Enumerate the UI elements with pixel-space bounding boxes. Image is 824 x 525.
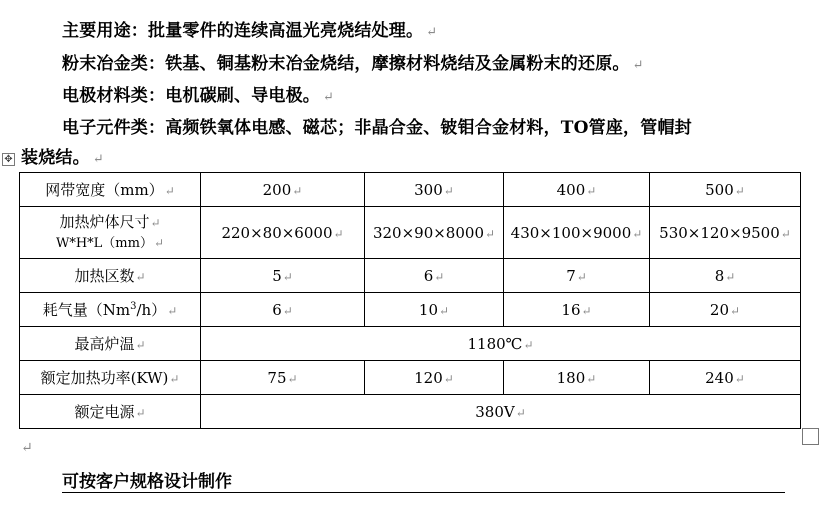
row-label: 额定电源 — [74, 403, 135, 421]
cell-mark: ↵ — [734, 371, 745, 386]
cell-mark: ↵ — [169, 372, 180, 386]
usage-text: 主要用途：批量零件的连续高温光亮烧结处理。 — [62, 21, 424, 41]
row-label: 额定加热功率(KW) — [40, 369, 169, 387]
row-label-cell — [20, 259, 201, 293]
cell-mark: ↵ — [586, 371, 597, 386]
cell-value: 8 — [714, 266, 725, 285]
table-cell — [365, 173, 504, 207]
cell-value: 380V — [475, 402, 515, 421]
cell-value: 220×80×6000 — [221, 223, 333, 242]
electrode-text: 电极材料类：电机碳刷、导电极。 — [62, 86, 320, 106]
cell-mark: ↵ — [523, 337, 534, 352]
table-cell — [201, 293, 365, 327]
cell-mark: ↵ — [153, 235, 165, 250]
cell-mark: ↵ — [439, 303, 450, 318]
table-cell — [365, 293, 504, 327]
cell-value: 1180℃ — [467, 334, 523, 353]
paragraph-usage — [62, 20, 437, 44]
table-cell — [504, 293, 650, 327]
table-cell — [650, 259, 801, 293]
cell-mark: ↵ — [135, 338, 146, 352]
row-label-cell — [20, 293, 201, 327]
table-row-gas-consumption — [20, 293, 801, 327]
cell-value: 300 — [414, 180, 443, 199]
cell-mark: ↵ — [443, 183, 454, 198]
cell-value: 200 — [262, 180, 292, 199]
cell-value: 10 — [418, 300, 439, 319]
cell-mark: ↵ — [135, 406, 146, 420]
cell-value: 400 — [556, 180, 586, 199]
cell-mark: ↵ — [333, 226, 344, 241]
cell-value: 430×100×9000 — [510, 223, 632, 242]
cell-value: 7 — [566, 266, 576, 285]
table-cell — [650, 293, 801, 327]
cell-mark: ↵ — [287, 371, 298, 386]
table-row-rated-supply — [20, 395, 801, 429]
cell-value: 180 — [556, 368, 586, 387]
table-cell — [504, 173, 650, 207]
row-label-suffix: /h） — [136, 301, 167, 319]
powder-text: 粉末冶金类：铁基、铜基粉末冶金烧结，摩擦材料烧结及金属粉末的还原。 — [62, 54, 630, 74]
cell-value: 6 — [423, 266, 434, 285]
paragraph-powder-metallurgy — [62, 53, 644, 77]
table-resize-handle-icon[interactable] — [802, 428, 819, 445]
table-cell — [201, 207, 365, 259]
cell-mark: ↵ — [434, 269, 445, 284]
table-row-max-temperature — [20, 327, 801, 361]
row-label-cell — [20, 361, 201, 395]
row-label: 最高炉温 — [74, 335, 135, 353]
cell-mark: ↵ — [515, 405, 526, 420]
table-cell — [504, 259, 650, 293]
cell-value: 530×120×9500 — [659, 223, 780, 242]
cell-mark: ↵ — [725, 269, 736, 284]
paragraph-mark: ↵ — [632, 58, 644, 73]
paragraph-electronic-line2 — [21, 147, 104, 171]
table-move-handle-icon[interactable]: ✥ — [2, 153, 15, 166]
table-cell — [201, 259, 365, 293]
cell-value: 320×90×8000 — [372, 223, 484, 242]
cell-mark: ↵ — [576, 269, 587, 284]
row-label-cell — [20, 173, 201, 207]
cell-mark: ↵ — [282, 269, 293, 284]
paragraph-mark: ↵ — [92, 152, 104, 167]
cell-mark: ↵ — [632, 226, 643, 241]
cell-mark: ↵ — [734, 183, 745, 198]
table-cell — [650, 361, 801, 395]
row-label-cell — [20, 327, 201, 361]
table-cell-merged — [201, 395, 801, 429]
cell-mark: ↵ — [164, 184, 175, 198]
empty-paragraph-mark: ↵ — [21, 440, 33, 456]
cell-mark: ↵ — [443, 371, 454, 386]
table-row-belt-width — [20, 173, 801, 207]
cell-value: 6 — [272, 300, 282, 319]
paragraph-electrode — [62, 85, 334, 109]
electronic-text-line1: 电子元件类：高频铁氧体电感、磁芯；非晶合金、铍钼合金材料，TO管座，管帽封 — [62, 118, 692, 138]
table-cell — [365, 361, 504, 395]
row-label: 网带宽度（mm） — [45, 181, 164, 199]
table-row-rated-power — [20, 361, 801, 395]
footer-note: 可按客户规格设计制作 — [62, 472, 232, 492]
paragraph-mark: ↵ — [426, 25, 438, 40]
row-label-line1: 加热炉体尺寸 — [59, 212, 150, 231]
row-label: 加热区数 — [74, 267, 135, 285]
row-label-cell — [20, 207, 201, 259]
footer-underline — [62, 492, 785, 493]
cell-value: 75 — [267, 368, 287, 387]
cell-mark: ↵ — [730, 303, 741, 318]
table-cell — [650, 173, 801, 207]
spec-table — [19, 172, 801, 429]
table-cell — [201, 173, 365, 207]
cell-value: 240 — [705, 368, 734, 387]
table-cell — [650, 207, 801, 259]
row-label-cell — [20, 395, 201, 429]
table-cell — [504, 361, 650, 395]
cell-mark: ↵ — [150, 215, 161, 230]
table-row-furnace-size — [20, 207, 801, 259]
table-cell — [504, 207, 650, 259]
row-label-line2: W*H*L（mm） — [55, 235, 153, 251]
cell-mark: ↵ — [780, 226, 791, 241]
row-label-superscript: 3 — [130, 301, 137, 312]
table-row-heating-zones — [20, 259, 801, 293]
cell-value: 5 — [272, 266, 282, 285]
cell-value: 120 — [414, 368, 443, 387]
cell-mark: ↵ — [586, 183, 597, 198]
table-cell — [365, 259, 504, 293]
paragraph-electronic-line1 — [62, 117, 692, 139]
table-cell-merged — [201, 327, 801, 361]
cell-value: 20 — [709, 300, 730, 319]
cell-mark: ↵ — [484, 226, 496, 241]
cell-mark: ↵ — [167, 304, 178, 318]
cell-value: 16 — [561, 300, 581, 319]
cell-mark: ↵ — [135, 270, 146, 284]
cell-mark: ↵ — [581, 303, 592, 318]
table-cell — [365, 207, 504, 259]
row-label: 耗气量（Nm — [42, 301, 131, 319]
cell-value: 500 — [705, 180, 734, 199]
cell-mark: ↵ — [292, 183, 303, 198]
table-cell — [201, 361, 365, 395]
electronic-text-line2: 装烧结。 — [21, 148, 90, 168]
cell-mark: ↵ — [282, 303, 293, 318]
paragraph-mark: ↵ — [323, 90, 335, 105]
